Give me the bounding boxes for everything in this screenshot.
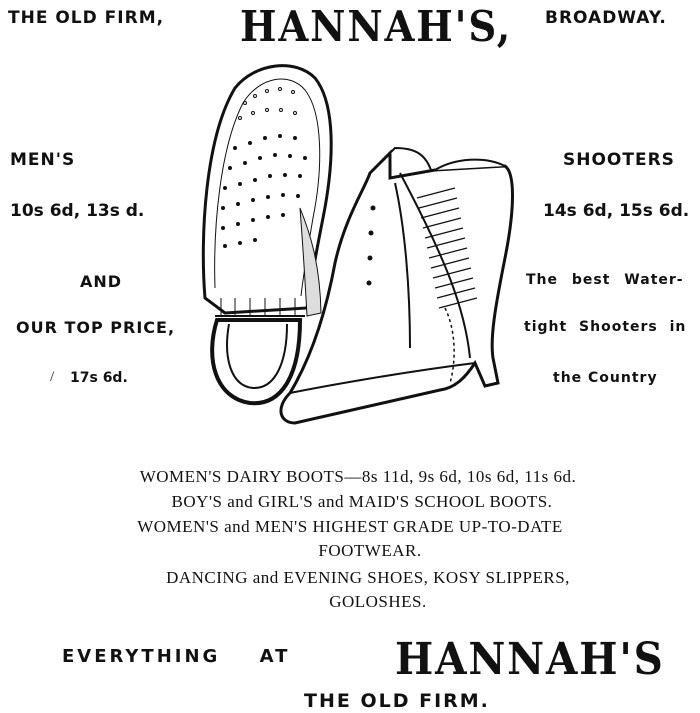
body-line-dancing-shoes: DANCING and EVENING SHOES, KOSY SLIPPERS, <box>166 568 570 587</box>
slash-mark: / <box>50 369 55 385</box>
header-tagline: THE OLD FIRM, <box>8 8 165 28</box>
header-location: BROADWAY. <box>545 8 667 28</box>
footer-old-firm: THE OLD FIRM. <box>304 690 490 712</box>
top-price-value: 17s 6d. <box>70 370 128 386</box>
shooters-label: SHOOTERS <box>563 150 675 170</box>
body-line-dairy-boots: WOMEN'S DAIRY BOOTS—8s 11d, 9s 6d, 10s 6d, 11s 6d. <box>139 467 577 486</box>
shooters-price: 14s 6d, 15s 6d. <box>543 201 690 221</box>
body-line-goloshes: GOLOSHES. <box>329 592 427 611</box>
top-price-label: OUR TOP PRICE, <box>16 318 176 337</box>
brand-name-top: HANNAH'S, <box>240 2 512 51</box>
brand-name-bottom: HANNAH'S <box>395 634 665 685</box>
body-line-footwear: FOOTWEAR. <box>318 541 422 560</box>
everything-at-label: EVERYTHING AT <box>62 646 291 667</box>
body-line-highest-grade: WOMEN'S and MEN'S HIGHEST GRADE UP-TO-DATE <box>137 517 563 536</box>
boots-illustration <box>195 58 525 443</box>
shooters-description-line-1: The best Water- <box>526 272 684 288</box>
and-label: AND <box>80 272 123 291</box>
shooters-description-line-2: tight Shooters in <box>524 319 687 335</box>
body-line-school-boots: BOY'S and GIRL'S and MAID'S SCHOOL BOOTS. <box>171 492 553 511</box>
mens-price: 10s 6d, 13s d. <box>10 201 145 221</box>
mens-label: MEN'S <box>10 150 76 170</box>
shooters-description-line-3: the Country <box>553 370 658 386</box>
